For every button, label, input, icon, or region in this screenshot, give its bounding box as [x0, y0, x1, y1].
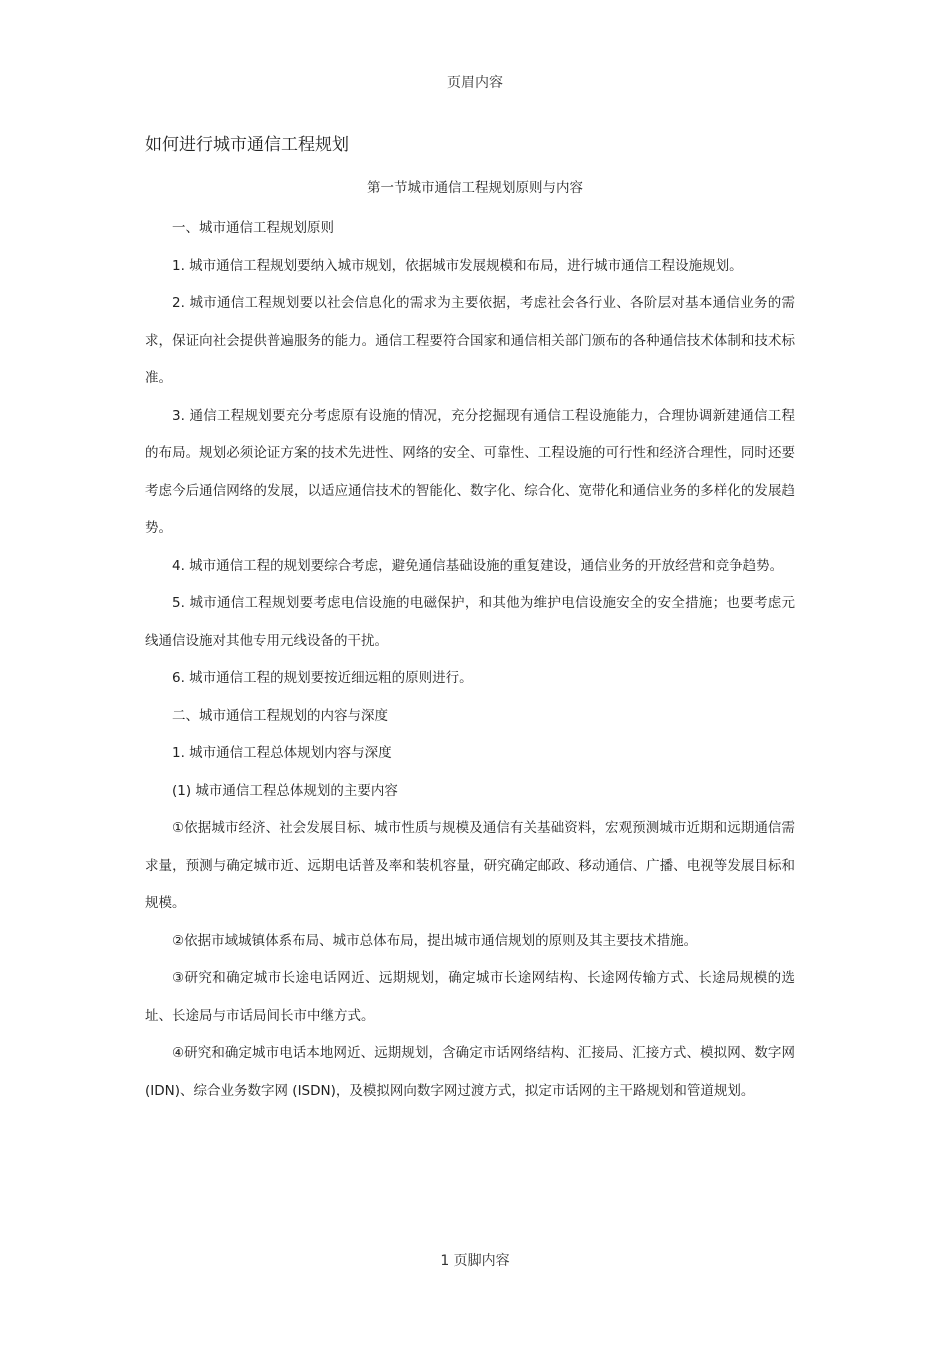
page-footer: 1 页脚内容 [440, 1253, 510, 1269]
subheading-main-content: (1) 城市通信工程总体规划的主要内容 [172, 782, 398, 799]
paragraph-item-2: ②依据市域城镇体系布局、城市总体布局，提出城市通信规划的原则及其主要技术措施。 [172, 932, 698, 949]
heading-principles: 一、城市通信工程规划原则 [172, 220, 334, 236]
page-header: 页眉内容 [447, 75, 503, 91]
section-title: 第一节城市通信工程规划原则与内容 [367, 180, 583, 196]
paragraph-principle-3: 3. 通信工程规划要充分考虑原有设施的情况，充分挖掘现有通信工程设施能力，合理协调新建通信工程的布局。规划必须论证方案的技术先进性、网络的安全、可靠性、工程设施的可行性和经济合理性，同时还要考虑今后通信网络的发展，以适应通信技术的智能化、数字化、综合化、宽带化和通信业务的多样化的发展趋势。 [145, 407, 795, 536]
paragraph-principle-1: 1. 城市通信工程规划要纳入城市规划，依据城市发展规模和布局，进行城市通信工程设施规划。 [172, 257, 743, 274]
paragraph-principle-5: 5. 城市通信工程规划要考虑电信设施的电磁保护，和其他为维护电信设施安全的安全措施；也要考虑元线通信设施对其他专用元线设备的干扰。 [145, 595, 795, 649]
heading-content-depth: 二、城市通信工程规划的内容与深度 [172, 707, 388, 724]
paragraph-principle-4: 4. 城市通信工程的规划要综合考虑，避免通信基础设施的重复建设，通信业务的开放经营和竞争趋势。 [172, 557, 784, 574]
paragraph-item-1: ①依据城市经济、社会发展目标、城市性质与规模及通信有关基础资料，宏观预测城市近期和远期通信需求量，预测与确定城市近、远期电话普及率和装机容量，研究确定邮政、移动通信、广播、电视等发展目标和规模。 [145, 820, 795, 911]
paragraph-item-4: ④研究和确定城市电话本地网近、远期规划，含确定市话网络结构、汇接局、汇接方式、模拟网、数字网 (IDN)、综合业务数字网 (ISDN)，及模拟网向数字网过渡方式，拟定市话网的主干路规划和管道规划。 [145, 1045, 795, 1099]
paragraph-principle-2: 2. 城市通信工程规划要以社会信息化的需求为主要依据，考虑社会各行业、各阶层对基本通信业务的需求，保证向社会提供普遍服务的能力。通信工程要符合国家和通信相关部门颁布的各种通信技术体制和技术标准。 [145, 295, 795, 386]
paragraph-principle-6: 6. 城市通信工程的规划要按近细远粗的原则进行。 [172, 670, 473, 686]
body-text [145, 210, 795, 1110]
document-title: 如何进行城市通信工程规划 [145, 135, 349, 155]
subheading-overall-plan: 1. 城市通信工程总体规划内容与深度 [172, 745, 392, 761]
paragraph-item-3: ③研究和确定城市长途电话网近、远期规划，确定城市长途网结构、长途网传输方式、长途局规模的选址、长途局与市话局间长市中继方式。 [145, 970, 795, 1024]
